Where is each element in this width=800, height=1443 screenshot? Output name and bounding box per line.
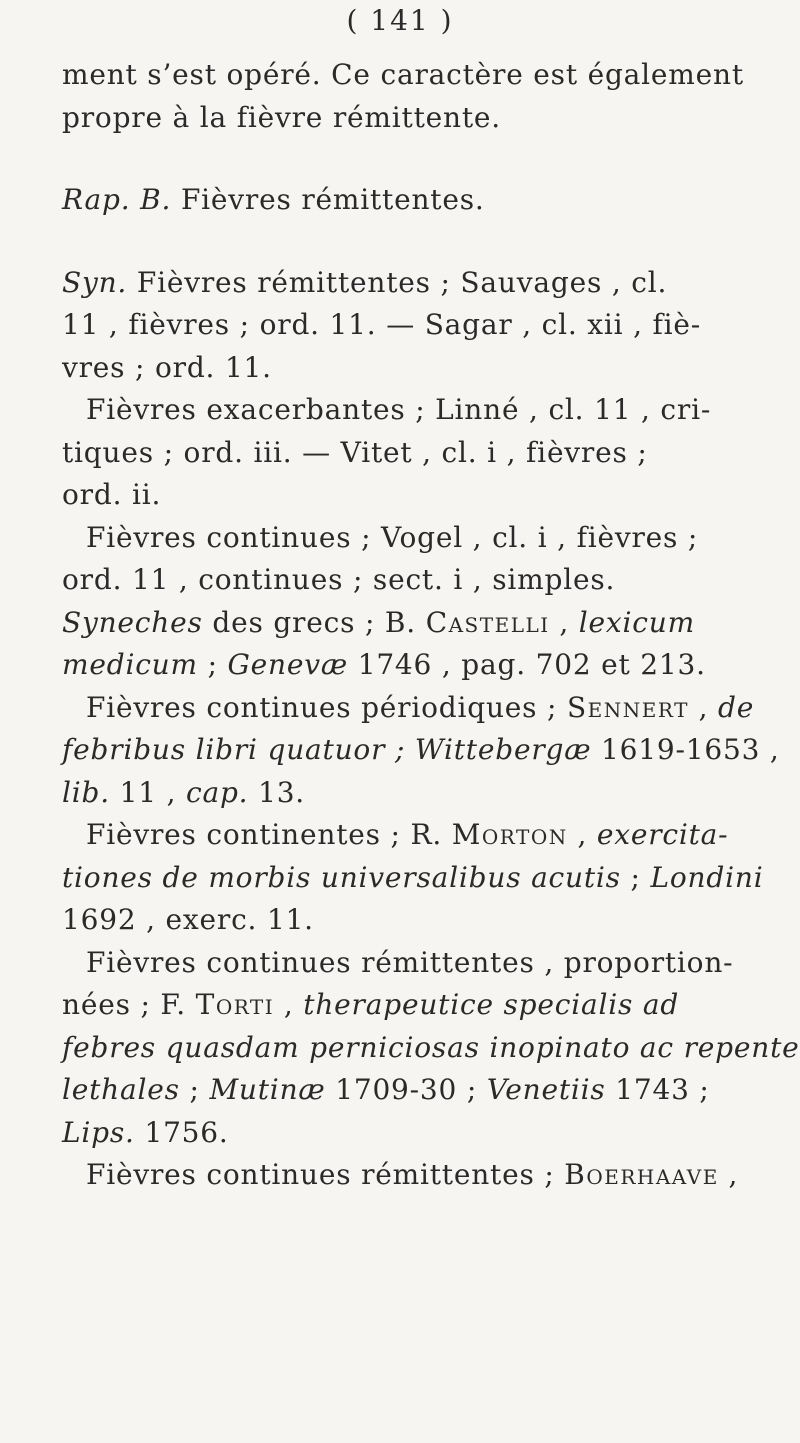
text-span: , — [718, 1158, 739, 1191]
text-line: Fièvres exacerbantes ; Linné , cl. 11 , cri- — [86, 393, 712, 426]
text-span: 11 , — [109, 775, 186, 809]
text-span: 1709-30 ; — [325, 1073, 487, 1106]
text-line: tiques ; ord. iii. — Vitet , cl. i , fièvres ; — [62, 435, 648, 469]
text-span: nées ; F. — [62, 988, 196, 1021]
text-span: exercita- — [596, 818, 729, 851]
text-line — [62, 1069, 762, 1112]
text-line — [62, 644, 762, 687]
text-span: lethales — [62, 1073, 180, 1106]
text-line: febres quasdam perniciosas inopinato ac repente — [62, 1030, 800, 1064]
text-span: 13. — [248, 775, 306, 809]
text-span: 1746 , pag. 702 et 213. — [348, 648, 706, 681]
text-line: 1692 , exerc. 11. — [62, 903, 314, 936]
text-span: , — [688, 690, 719, 724]
text-line — [62, 729, 780, 772]
page-number: ( 141 ) — [346, 4, 454, 37]
text-span: , — [274, 988, 304, 1021]
text-span: Fièvres continues rémittentes ; — [86, 1158, 565, 1191]
text-span: lexicum — [578, 605, 695, 639]
text-line: ord. ii. — [62, 478, 162, 511]
text-span: Fièvres continentes ; R. — [86, 818, 452, 851]
text-span: , — [549, 605, 579, 639]
text-span: therapeutice specialis ad — [303, 988, 680, 1021]
text-span: ; — [179, 1073, 210, 1106]
text-line — [62, 1154, 762, 1197]
author-name: Morton — [451, 818, 568, 851]
text-span: de — [718, 690, 755, 724]
syn-line — [62, 262, 762, 305]
syn-label: Syn. — [62, 265, 128, 299]
rap-label: Rap. B. — [62, 183, 172, 216]
text-line — [62, 602, 762, 645]
text-line: propre à la fièvre rémittente. — [62, 100, 501, 134]
author-name: Boerhaave — [564, 1158, 719, 1191]
text-line: Fièvres continues ; Vogel , cl. i , fièvres ; — [86, 520, 699, 554]
author-name: Sennert — [566, 690, 689, 724]
text-span: Venetiis — [486, 1073, 606, 1106]
text-line — [62, 857, 762, 900]
text-span: ; — [620, 860, 651, 894]
rap-text: Fièvres rémittentes. — [180, 183, 485, 216]
text-span: Genevæ — [227, 648, 348, 681]
rap-heading — [62, 179, 762, 222]
text-span: Fièvres continues périodiques ; — [86, 690, 567, 724]
text-line: ment s’est opéré. Ce caractère est également — [62, 58, 744, 91]
text-line: Fièvres continues rémittentes , proportion- — [86, 945, 734, 979]
syn-text: Fièvres rémittentes ; Sauvages , cl. — [136, 265, 668, 299]
text-span: Londini — [650, 860, 764, 894]
text-line — [62, 1112, 762, 1155]
text-span: 1743 ; — [605, 1073, 710, 1106]
text-span: cap. — [185, 775, 249, 809]
text-span: 1619-1653 , — [591, 733, 780, 766]
text-line: ord. 11 , continues ; sect. i , simples. — [62, 563, 616, 596]
text-span: medicum — [62, 648, 198, 681]
text-span: Lips. — [62, 1115, 135, 1149]
text-span: tiones de morbis universalibus acutis — [62, 860, 621, 894]
text-span: Mutinæ — [209, 1073, 326, 1106]
text-span: ; — [197, 648, 228, 681]
text-line — [62, 687, 762, 730]
author-name: Castelli — [425, 605, 550, 639]
text-span: , — [567, 818, 597, 851]
text-line: 11 , fièvres ; ord. 11. — Sagar , cl. xii , fiè- — [62, 308, 702, 341]
text-span: 1756. — [134, 1115, 229, 1149]
text-span: Syneches — [62, 605, 203, 639]
text-span: febribus libri quatuor ; Wittebergæ — [62, 733, 592, 766]
text-line: vres ; ord. 11. — [62, 350, 272, 384]
page-body — [62, 54, 800, 1197]
text-line — [62, 814, 762, 857]
text-line — [62, 772, 762, 815]
text-span: des grecs ; B. — [202, 605, 426, 639]
author-name: Torti — [195, 988, 275, 1021]
text-span: lib. — [62, 775, 110, 809]
text-line — [62, 984, 762, 1027]
